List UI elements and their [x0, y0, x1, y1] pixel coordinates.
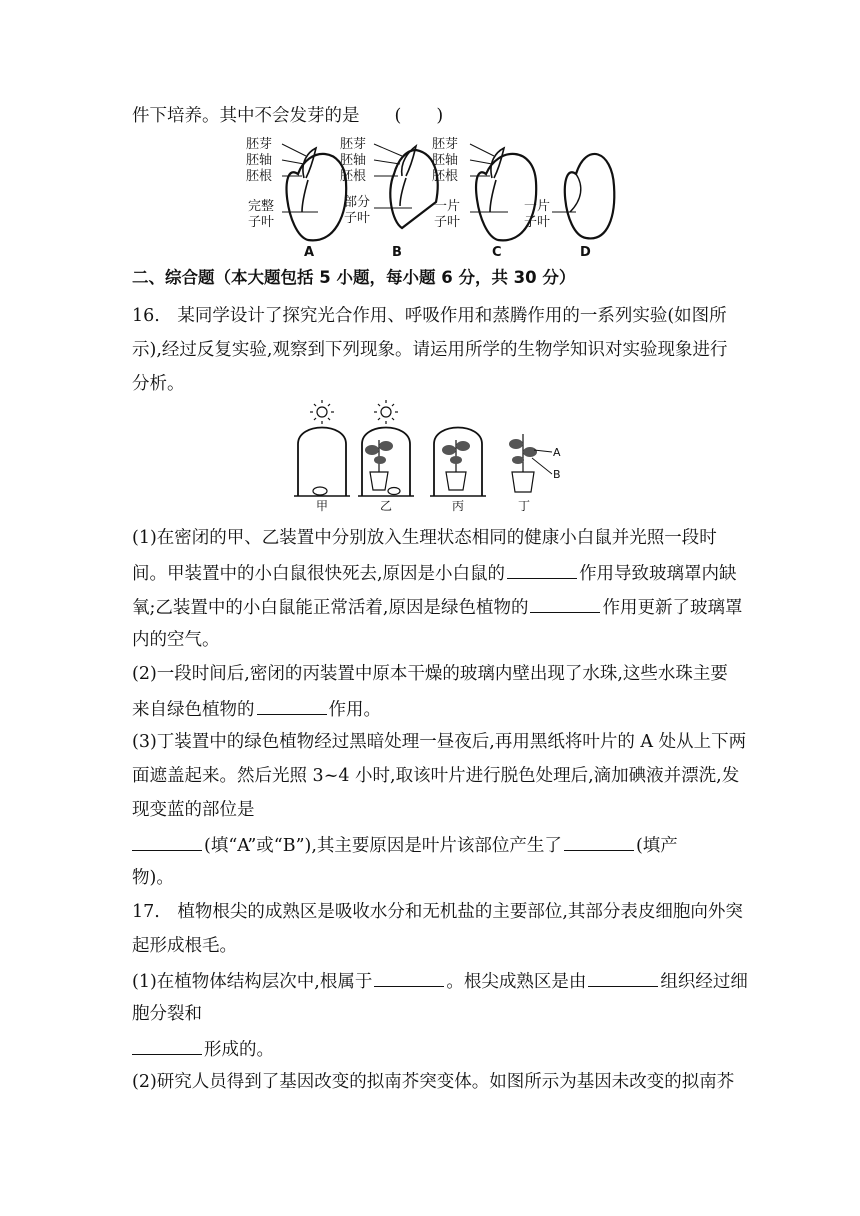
seed-a-label-5: 子叶	[248, 215, 275, 230]
seed-b	[340, 137, 438, 260]
q17-p2-line-1: (2)研究人员得到了基因改变的拟南芥突变体。如图所示为基因未改变的拟南芥	[132, 1072, 735, 1092]
q16-p3-line-1: (3)丁装置中的绿色植物经过黑暗处理一昼夜后,再用黑纸将叶片的 A 处从上下两	[132, 732, 747, 752]
seed-b-label-2: 胚轴	[340, 153, 367, 168]
q16-p3-line-3: 现变蓝的部位是	[132, 800, 255, 820]
seed-a	[246, 137, 346, 260]
answer-blank[interactable]	[588, 968, 658, 987]
experiment-figure	[290, 400, 570, 512]
q17-p1-line-2: 胞分裂和	[132, 1004, 202, 1024]
fig-label-jia: 甲	[316, 499, 329, 512]
q17-stem-line-1: 17. 植物根尖的成熟区是吸收水分和无机盐的主要部位,其部分表皮细胞向外突	[132, 902, 743, 922]
seed-a-label-3: 胚根	[246, 169, 273, 184]
q16-p1-line-3: 氧;乙装置中的小白鼠能正常活着,原因是绿色植物的 作用更新了玻璃罩	[132, 594, 742, 620]
seed-c	[432, 137, 536, 260]
seed-d-id: D	[580, 245, 591, 260]
q16-p3-line-4: (填“A”或“B”),其主要原因是叶片该部位产生了 (填产	[132, 832, 678, 858]
seed-c-id: C	[492, 245, 502, 260]
q16-p2-line-1: (2)一段时间后,密闭的丙装置中原本干燥的玻璃内壁出现了水珠,这些水珠主要	[132, 664, 728, 684]
q17-stem-line-2: 起形成根毛。	[132, 936, 237, 956]
fig-label-b: B	[553, 468, 561, 481]
q17-p1-line-3: 形成的。	[132, 1036, 274, 1062]
seed-figure	[246, 132, 618, 260]
q16-stem-line-2: 示),经过反复实验,观察到下列现象。请运用所学的生物学知识对实验现象进行	[132, 340, 728, 360]
seed-b-label-3: 胚根	[340, 169, 367, 184]
seed-b-id: B	[392, 245, 402, 260]
question-tail: 件下培养。其中不会发芽的是 ( )	[132, 106, 444, 126]
answer-blank[interactable]	[132, 832, 202, 851]
seed-b-label-1: 胚芽	[340, 137, 367, 152]
seed-a-label-1: 胚芽	[246, 137, 273, 152]
answer-blank[interactable]	[507, 560, 577, 579]
q16-p1-line-2: 间。甲装置中的小白鼠很快死去,原因是小白鼠的 作用导致玻璃罩内缺	[132, 560, 737, 586]
q16-stem-line-3: 分析。	[132, 374, 185, 394]
fig-label-bing: 丙	[452, 499, 465, 512]
answer-blank[interactable]	[257, 696, 327, 715]
q16-stem-line-1: 16. 某同学设计了探究光合作用、呼吸作用和蒸腾作用的一系列实验(如图所	[132, 306, 727, 326]
seed-d	[524, 154, 614, 260]
sun-icon	[310, 400, 334, 424]
q16-p3-line-5: 物)。	[132, 868, 174, 888]
seed-c-label-5: 子叶	[434, 215, 461, 230]
q16-p3-line-2: 面遮盖起来。然后光照 3~4 小时,取该叶片进行脱色处理后,滴加碘液并漂洗,发	[132, 766, 740, 786]
seed-c-label-4: 一片	[434, 199, 461, 214]
sun-icon	[374, 400, 398, 424]
fig-label-yi: 乙	[380, 499, 393, 512]
seed-c-label-2: 胚轴	[432, 153, 459, 168]
seed-b-label-4: 部分	[344, 195, 371, 210]
q16-p2-line-2: 来自绿色植物的 作用。	[132, 696, 381, 722]
fig-label-a: A	[553, 446, 561, 459]
seed-a-label-2: 胚轴	[246, 153, 273, 168]
seed-c-label-3: 胚根	[432, 169, 459, 184]
seed-d-label-2: 子叶	[524, 215, 551, 230]
answer-blank[interactable]	[374, 968, 444, 987]
q17-p1-line-1: (1)在植物体结构层次中,根属于 。根尖成熟区是由 组织经过细	[132, 968, 748, 994]
answer-blank[interactable]	[564, 832, 634, 851]
seed-a-id: A	[304, 245, 315, 260]
seed-c-label-1: 胚芽	[432, 137, 459, 152]
seed-b-label-5: 子叶	[344, 211, 371, 226]
fig-label-ding: 丁	[518, 499, 531, 512]
q16-p1-line-1: (1)在密闭的甲、乙装置中分别放入生理状态相同的健康小白鼠并光照一段时	[132, 528, 717, 548]
section-title: 二、综合题（本大题包括 5 小题，每小题 6 分，共 30 分）	[132, 268, 576, 287]
seed-d-label-1: 一片	[524, 199, 551, 214]
seed-a-label-4: 完整	[248, 199, 275, 214]
q16-p1-line-4: 内的空气。	[132, 630, 220, 650]
answer-blank[interactable]	[132, 1036, 202, 1055]
answer-blank[interactable]	[530, 594, 600, 613]
